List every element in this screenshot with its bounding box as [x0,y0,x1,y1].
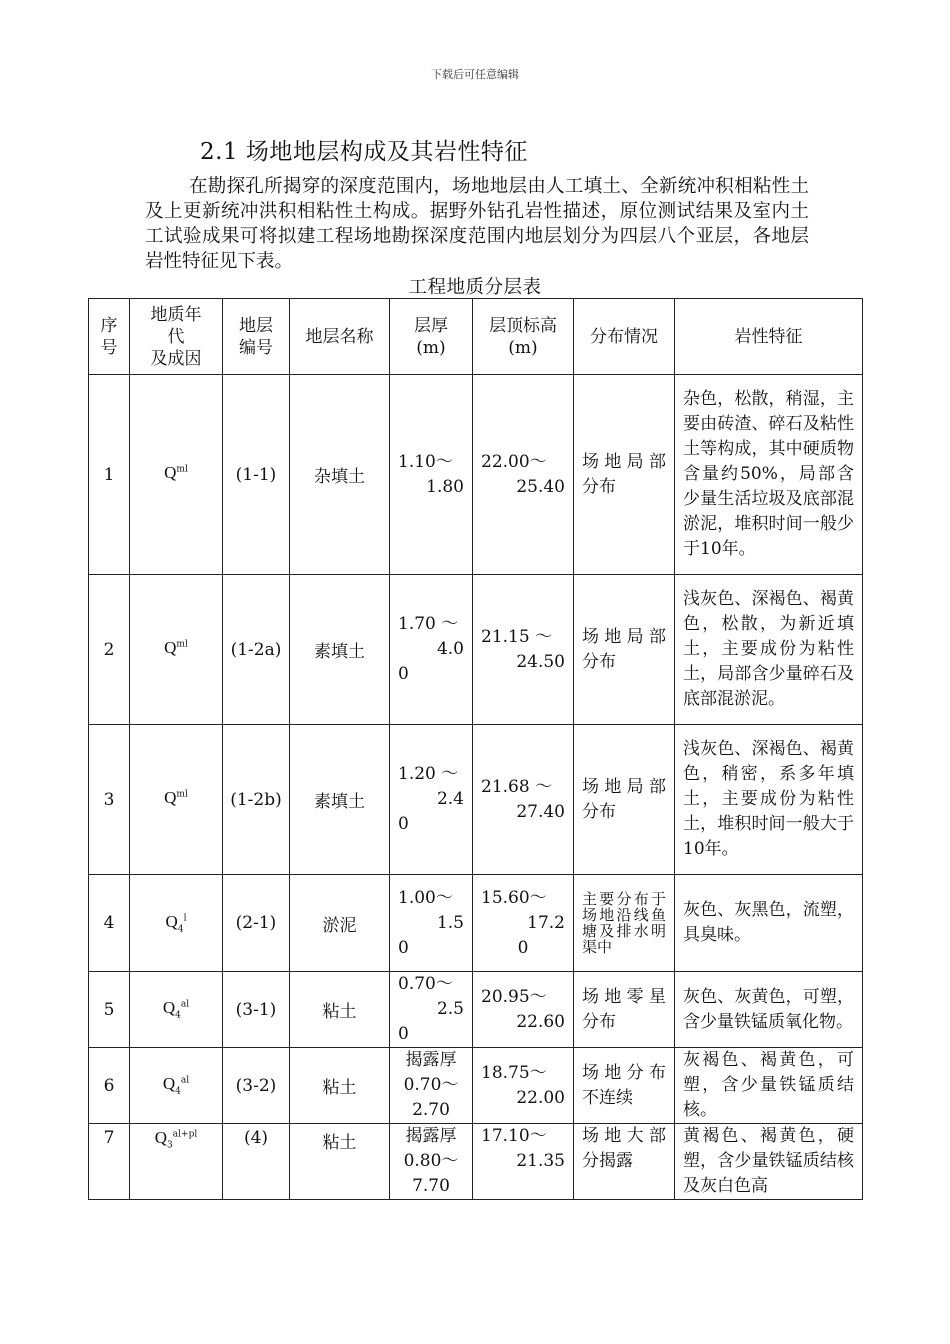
row-elevation: 22.00～ 25.40 [473,375,574,575]
row-distribution: 主要分布于场地沿线鱼塘及排水明渠中 [574,875,675,972]
row-age: $Q_4^l$ [130,875,223,972]
header-elevation: 层顶标高 (m) [473,299,574,375]
intro-paragraph: 在勘探孔所揭穿的深度范围内，场地地层由人工填土、全新统冲积相粘性土及上更新统冲洪积相粘性土构成。据野外钻孔岩性描述，原位测试结果及室内土工试验成果可将拟建工程场地勘探深度范围内地层划分为四层八个亚层，各地层岩性特征见下表。 [145,176,809,272]
row-distribution: 场地局部分布 [574,725,675,875]
row-age: $Q_4^{al}$ [130,972,223,1048]
table-header-row [89,299,863,375]
row-elevation: 17.10～ 21.35 [473,1124,574,1200]
table-row [89,375,863,575]
row-age: $Q^{ml}$ [130,575,223,725]
header-age: 地质年 代 及成因 [130,299,223,375]
table-row [89,1048,863,1124]
row-name: 素填土 [290,575,390,725]
header-seq: 序 号 [89,299,130,375]
row-code: (1-2a) [223,575,290,725]
row-code: (3-1) [223,972,290,1048]
row-code: (1-1) [223,375,290,575]
row-seq: 1 [89,375,130,575]
row-distribution: 场地局部分布 [574,575,675,725]
row-distribution: 场地零星分布 [574,972,675,1048]
stratum-table [88,298,863,1200]
row-distribution: 场地局部分布 [574,375,675,575]
row-thickness: 1.10～ 1.80 [390,375,473,575]
row-character: 黄褐色、褐黄色，硬塑，含少量铁锰质结核及灰白色高 [675,1124,863,1200]
row-name: 素填土 [290,725,390,875]
row-thickness: 1.00～ 1.5 0 [390,875,473,972]
row-character: 灰色、灰黄色，可塑，含少量铁锰质氧化物。 [675,972,863,1048]
row-seq: 3 [89,725,130,875]
header-thickness: 层厚 (m) [390,299,473,375]
table-row [89,575,863,725]
row-thickness: 1.20 ～ 2.4 0 [390,725,473,875]
row-thickness: 0.70～ 2.5 0 [390,972,473,1048]
row-seq: 2 [89,575,130,725]
row-distribution: 场地分布不连续 [574,1048,675,1124]
row-elevation: 18.75～ 22.00 [473,1048,574,1124]
row-age: $Q_3^{al+pl}$ [130,1124,223,1200]
table-row [89,725,863,875]
header-note: 下载后可任意编辑 [431,68,519,81]
row-character: 浅灰色、深褐色、褐黄色，稍密，系多年填土，主要成份为粘性土，堆积时间一般大于10年。 [675,725,863,875]
row-thickness: 揭露厚 0.70～ 2.70 [390,1048,473,1124]
row-elevation: 15.60～ 17.2 0 [473,875,574,972]
row-character: 杂色，松散，稍湿，主要由砖渣、碎石及粘性土等构成，其中硬质物含量约50%，局部含少量生活垃圾及底部混淤泥，堆积时间一般少于10年。 [675,375,863,575]
section-title: 2.1 场地地层构成及其岩性特征 [200,139,528,165]
table-caption: 工程地质分层表 [408,277,542,298]
row-age: $Q^{ml}$ [130,725,223,875]
row-seq: 6 [89,1048,130,1124]
row-age: $Q^{ml}$ [130,375,223,575]
row-seq: 7 [89,1124,130,1200]
row-elevation: 21.68 ～ 27.40 [473,725,574,875]
row-name: 粘土 [290,1124,390,1200]
table-row [89,1124,863,1200]
header-name: 地层名称 [290,299,390,375]
header-character: 岩性特征 [675,299,863,375]
row-code: (2-1) [223,875,290,972]
row-character: 浅灰色、深褐色、褐黄色，松散，为新近填土，主要成份为粘性土，局部含少量碎石及底部混淤泥。 [675,575,863,725]
row-name: 粘土 [290,1048,390,1124]
row-age: $Q_4^{al}$ [130,1048,223,1124]
header-code: 地层 编号 [223,299,290,375]
row-character: 灰褐色、褐黄色，可塑，含少量铁锰质结核。 [675,1048,863,1124]
row-elevation: 20.95～ 22.60 [473,972,574,1048]
row-name: 杂填土 [290,375,390,575]
row-code: (1-2b) [223,725,290,875]
row-distribution: 场地大部分揭露 [574,1124,675,1200]
table-row [89,972,863,1048]
row-name: 淤泥 [290,875,390,972]
row-character: 灰色、灰黑色，流塑，具臭味。 [675,875,863,972]
row-thickness: 1.70 ～ 4.0 0 [390,575,473,725]
header-distribution: 分布情况 [574,299,675,375]
row-thickness: 揭露厚 0.80～ 7.70 [390,1124,473,1200]
row-elevation: 21.15 ～ 24.50 [473,575,574,725]
row-seq: 4 [89,875,130,972]
row-code: (3-2) [223,1048,290,1124]
row-seq: 5 [89,972,130,1048]
table-row [89,875,863,972]
row-name: 粘土 [290,972,390,1048]
row-code: (4) [223,1124,290,1200]
